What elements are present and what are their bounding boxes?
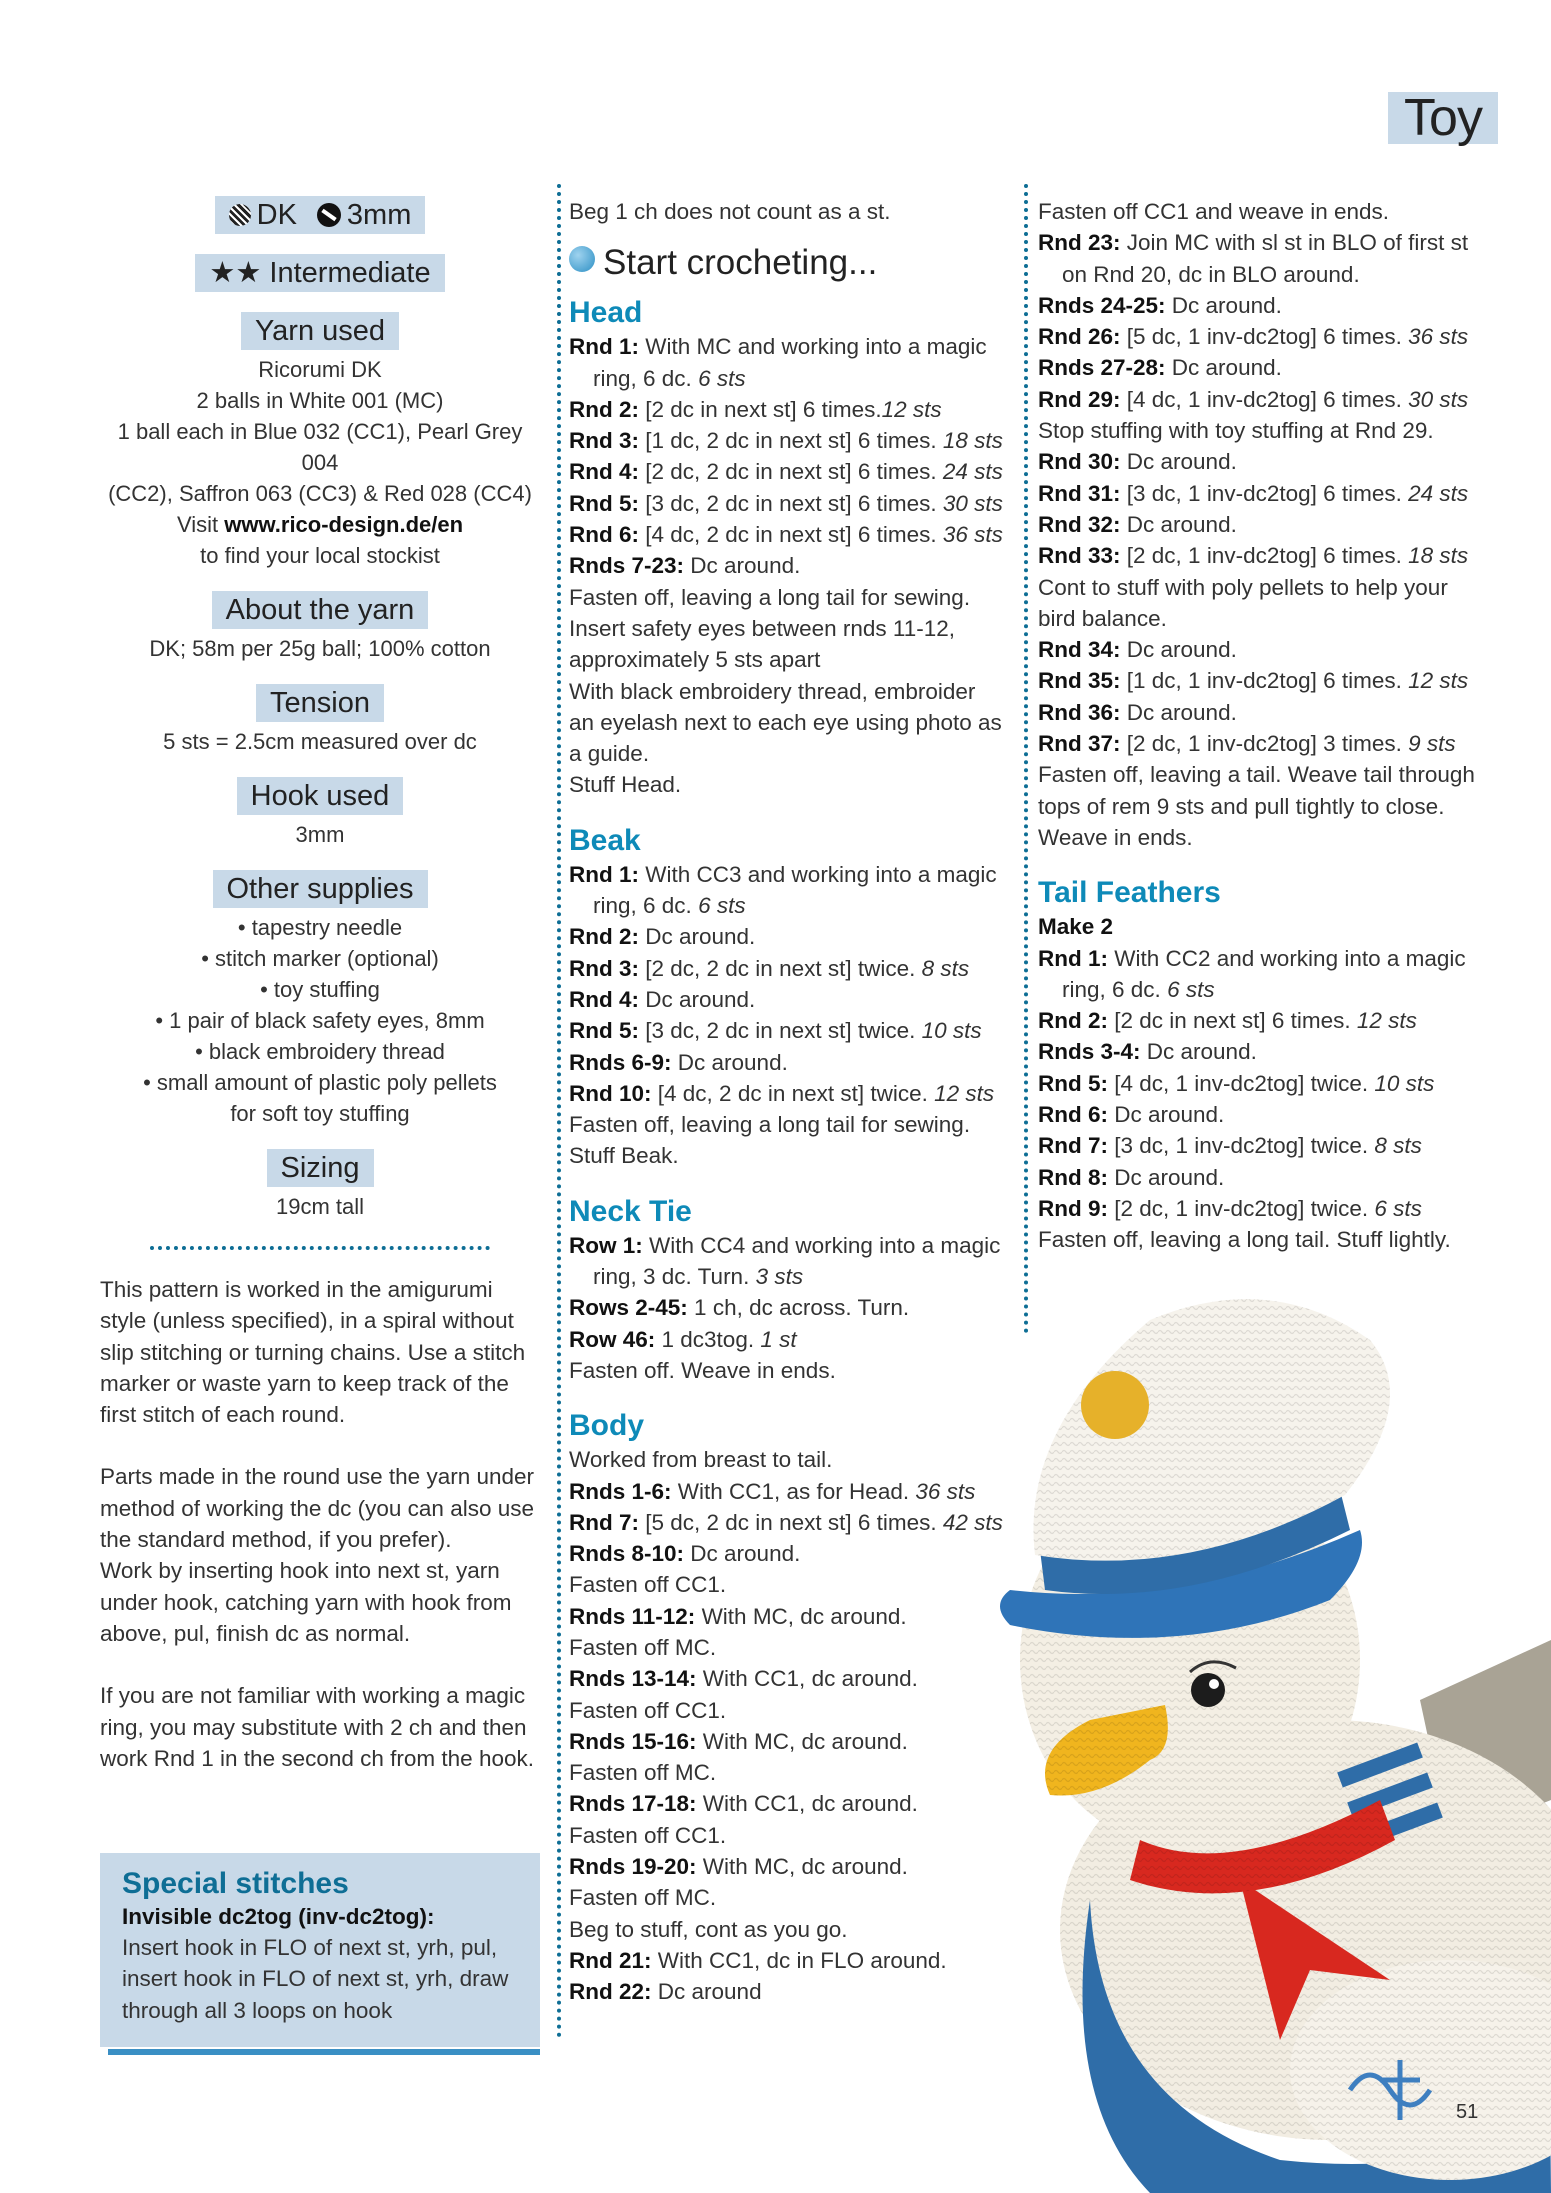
instruction-line: Stuff Head. [569,772,682,798]
instruction-line: Rnd 6: [4 dc, 2 dc in next st] 6 times. 36 sts [569,522,1003,548]
supply-item: • tapestry needle [237,915,403,940]
instruction-line: Rnds 1-6: With CC1, as for Head. 36 sts [569,1478,976,1504]
instruction-line: Fasten off. Weave in ends. [569,1357,836,1383]
instruction-line: Stop stuffing with toy stuffing at Rnd 29. [1038,418,1434,444]
instruction-line: Rnd 2: [2 dc in next st] 6 times.12 sts [569,396,942,422]
note-paragraph: Parts made in the round use the yarn under method of working the dc (you can also use the standard method, if you prefer). Work by inserting hook into next st, yarn under hook, catching yarn with hook from above, pul, finish dc as normal. [100,1464,535,1646]
instruction-line: Rnd 34: Dc around. [1038,637,1237,663]
instruction-line: Rnds 17-18: With CC1, dc around. [569,1791,918,1817]
instruction-line: Fasten off CC1. [569,1697,727,1723]
section-tab: Toy [1388,92,1498,144]
instruction-line: Rnd 1: With MC and working into a magic [569,334,987,360]
hook-icon [317,203,341,227]
instruction-line: Rnd 5: [3 dc, 2 dc in next st] twice. 10 sts [569,1018,982,1044]
instruction-line: Rnd 30: Dc around. [1038,449,1237,475]
note-paragraph: This pattern is worked in the amigurumi style (unless specified), in a spiral without slip stitching or turning chains. Use a stitch marker or waste yarn to keep track of the first stitch of each round. [100,1277,526,1428]
instruction-line: Row 46: 1 dc3tog. 1 st [569,1326,797,1352]
instruction-line: Rnds 11-12: With MC, dc around. [569,1603,907,1629]
instruction-line: Stuff Beak. [569,1143,679,1169]
yarn-line: Ricorumi DK [258,357,382,382]
instruction-line: Rnd 6: Dc around. [1038,1102,1225,1128]
section-heading-head: Head [569,296,643,330]
sizing-text: 19cm tall [275,1194,365,1219]
instruction-line: bird balance. [1038,605,1167,631]
yarn-line: to find your local stockist [200,543,440,568]
yarn-line: 1 ball each in Blue 032 (CC1), Pearl Grey 004 [117,419,523,475]
instruction-line: an eyelash next to each eye using photo as [569,709,1002,735]
instruction-line: Row 1: With CC4 and working into a magic [569,1232,1001,1258]
hat-badge [1081,1371,1149,1439]
dotted-divider [150,1246,490,1250]
tension-heading: Tension [256,684,384,722]
instruction-line: Rnd 1: With CC2 and working into a magic [1038,945,1466,971]
instruction-line: Rnd 31: [3 dc, 1 inv-dc2tog] 6 times. 24 sts [1038,480,1469,506]
instruction-line: Rnd 35: [1 dc, 1 inv-dc2tog] 6 times. 12 sts [1038,668,1469,694]
instruction-line: Rnd 7: [5 dc, 2 dc in next st] 6 times. 42 sts [569,1509,1003,1535]
yarn-weight: DK [256,199,297,231]
instruction-line: Rnd 22: Dc around [569,1979,762,2005]
section-heading-beak: Beak [569,823,641,857]
yarn-line: 2 balls in White 001 (MC) [196,388,444,413]
instructions-column-2 [1038,196,1488,1256]
instruction-line: Rnd 37: [2 dc, 1 inv-dc2tog] 3 times. 9 sts [1038,731,1456,757]
instruction-line: Rnds 3-4: Dc around. [1038,1039,1257,1065]
instruction-line: Rnd 33: [2 dc, 1 inv-dc2tog] 6 times. 18 sts [1038,543,1469,569]
instruction-line: Rnd 1: With CC3 and working into a magic [569,861,997,887]
instruction-line: Beg to stuff, cont as you go. [569,1916,848,1942]
instruction-line: Cont to stuff with poly pellets to help your [1038,574,1448,600]
section-heading-neck-tie: Neck Tie [569,1194,692,1228]
make-count: Make 2 [1038,914,1114,940]
instructions-column-1 [569,196,1009,2008]
instruction-line: Rnd 4: Dc around. [569,986,756,1012]
skill-level: ★★ Intermediate [195,254,444,292]
instruction-line: Insert safety eyes between rnds 11-12, [569,615,956,641]
instruction-line: Fasten off, leaving a long tail for sewing. [569,584,971,610]
about-yarn-heading: About the yarn [212,591,429,629]
instruction-line: Fasten off MC. [569,1760,717,1786]
sizing-heading: Sizing [267,1149,374,1187]
intro-note: Beg 1 ch does not count as a st. [569,199,891,224]
yarn-ball-icon [229,204,251,226]
supply-item: for soft toy stuffing [230,1101,410,1126]
instruction-line: Rnd 3: [2 dc, 2 dc in next st] twice. 8 sts [569,955,970,981]
instruction-line: Rnd 2: [2 dc in next st] 6 times. 12 sts [1038,1008,1417,1034]
eye [1191,1673,1225,1707]
instruction-line: Rnd 5: [4 dc, 1 inv-dc2tog] twice. 10 sts [1038,1070,1435,1096]
instruction-line: Rnd 8: Dc around. [1038,1164,1225,1190]
rico-link[interactable]: www.rico-design.de/en [224,512,464,537]
instruction-line: Worked from breast to tail. [569,1447,833,1473]
instruction-line: Rnd 29: [4 dc, 1 inv-dc2tog] 6 times. 30 sts [1038,386,1469,412]
instruction-line: ring, 6 dc. 6 sts [1062,976,1215,1002]
instruction-line: Rnd 32: Dc around. [1038,511,1237,537]
supply-item: • toy stuffing [260,977,380,1002]
instruction-line: Fasten off CC1. [569,1822,727,1848]
section-heading-tail-feathers: Tail Feathers [1038,876,1221,910]
instruction-line: tops of rem 9 sts and pull tightly to close. [1038,793,1445,819]
instruction-line: Rnd 2: Dc around. [569,924,756,950]
instruction-line: Rnds 8-10: Dc around. [569,1541,801,1567]
instruction-line: Fasten off CC1 and weave in ends. [1038,199,1390,224]
page-number: 51 [1456,2101,1479,2123]
instruction-line: Rnd 36: Dc around. [1038,699,1237,725]
special-stitches-box [100,1853,540,2047]
supply-item: • black embroidery thread [195,1039,445,1064]
pattern-notes [100,1274,540,1774]
instruction-line: Fasten off CC1. [569,1572,727,1598]
instruction-line: Rnds 27-28: Dc around. [1038,355,1282,381]
stitch-line: Insert hook in FLO of next st, yrh, pul, [122,1935,498,1960]
stitch-name: Invisible dc2tog (inv-dc2tog): [122,1904,435,1929]
about-yarn-text: DK; 58m per 25g ball; 100% cotton [149,636,491,661]
instruction-line: Fasten off MC. [569,1885,717,1911]
hook-used-text: 3mm [295,822,345,847]
instruction-line: ring, 6 dc. 6 sts [593,365,746,391]
instruction-line: Rnd 26: [5 dc, 1 inv-dc2tog] 6 times. 36 sts [1038,324,1469,350]
yarn-line: (CC2), Saffron 063 (CC3) & Red 028 (CC4) [108,481,532,506]
hook-used-heading: Hook used [237,777,404,815]
supplies-heading: Other supplies [213,870,428,908]
hook-size: 3mm [346,199,412,231]
note-paragraph: If you are not familiar with working a magic ring, you may substitute with 2 ch and then work Rnd 1 in the second ch from the hook. [100,1683,534,1771]
info-column [100,196,540,1805]
instruction-line: Rnd 3: [1 dc, 2 dc in next st] 6 times. 18 sts [569,428,1003,454]
supply-item: • stitch marker (optional) [201,946,439,971]
special-stitches-heading: Special stitches [122,1867,349,1900]
stitch-line: insert hook in FLO of next st, yrh, draw [122,1966,509,1992]
instruction-line: a guide. [569,741,650,767]
instruction-line: approximately 5 sts apart [569,647,821,673]
instruction-line: Rows 2-45: 1 ch, dc across. Turn. [569,1295,910,1321]
instruction-line: ring, 3 dc. Turn. 3 sts [593,1264,804,1290]
instruction-line: Rnd 5: [3 dc, 2 dc in next st] 6 times. 30 sts [569,490,1003,516]
tension-text: 5 sts = 2.5cm measured over dc [163,729,477,754]
column-divider-1 [557,184,561,2039]
yarn-used-heading: Yarn used [241,312,399,350]
supply-item: • 1 pair of black safety eyes, 8mm [155,1008,485,1033]
instruction-line: Fasten off MC. [569,1634,717,1660]
supply-item: • small amount of plastic poly pellets [143,1070,497,1095]
instruction-line: Rnd 23: Join MC with sl st in BLO of first st [1038,230,1469,256]
instruction-line: Fasten off, leaving a long tail. Stuff lightly. [1038,1227,1451,1253]
instruction-line: With black embroidery thread, embroider [569,678,976,704]
instruction-line: ring, 6 dc. 6 sts [593,893,746,919]
instruction-line: Weave in ends. [1038,824,1193,850]
instruction-line: Rnd 9: [2 dc, 1 inv-dc2tog] twice. 6 sts [1038,1195,1422,1221]
section-heading-body: Body [569,1409,644,1443]
instruction-line: Rnds 13-14: With CC1, dc around. [569,1666,918,1692]
instruction-line: Rnd 7: [3 dc, 1 inv-dc2tog] twice. 8 sts [1038,1133,1422,1159]
yarn-visit: Visit www.rico-design.de/en [176,512,464,537]
instruction-line: Rnd 10: [4 dc, 2 dc in next st] twice. 12 sts [569,1080,995,1106]
instruction-line: Rnds 6-9: Dc around. [569,1049,788,1075]
yarn-icon [569,246,595,272]
instruction-line: Rnd 21: With CC1, dc in FLO around. [569,1947,947,1973]
instruction-line: Rnds 7-23: Dc around. [569,553,801,579]
instruction-line: Rnds 24-25: Dc around. [1038,292,1282,318]
column-divider-2 [1024,184,1028,1334]
instruction-line: Rnd 4: [2 dc, 2 dc in next st] 6 times. 24 sts [569,459,1003,485]
seagull-toy-photo [950,1280,1551,2193]
stitch-line: through all 3 loops on hook [122,1997,393,2023]
instruction-line: Fasten off, leaving a tail. Weave tail through [1038,762,1475,788]
start-heading: Start crocheting... [569,241,1009,285]
weight-hook-tag [215,196,426,234]
instruction-line: Rnds 15-16: With MC, dc around. [569,1728,908,1754]
instruction-line: on Rnd 20, dc in BLO around. [1062,261,1360,287]
instruction-line: Fasten off, leaving a long tail for sewing. [569,1112,971,1138]
instruction-line: Rnds 19-20: With MC, dc around. [569,1854,908,1880]
